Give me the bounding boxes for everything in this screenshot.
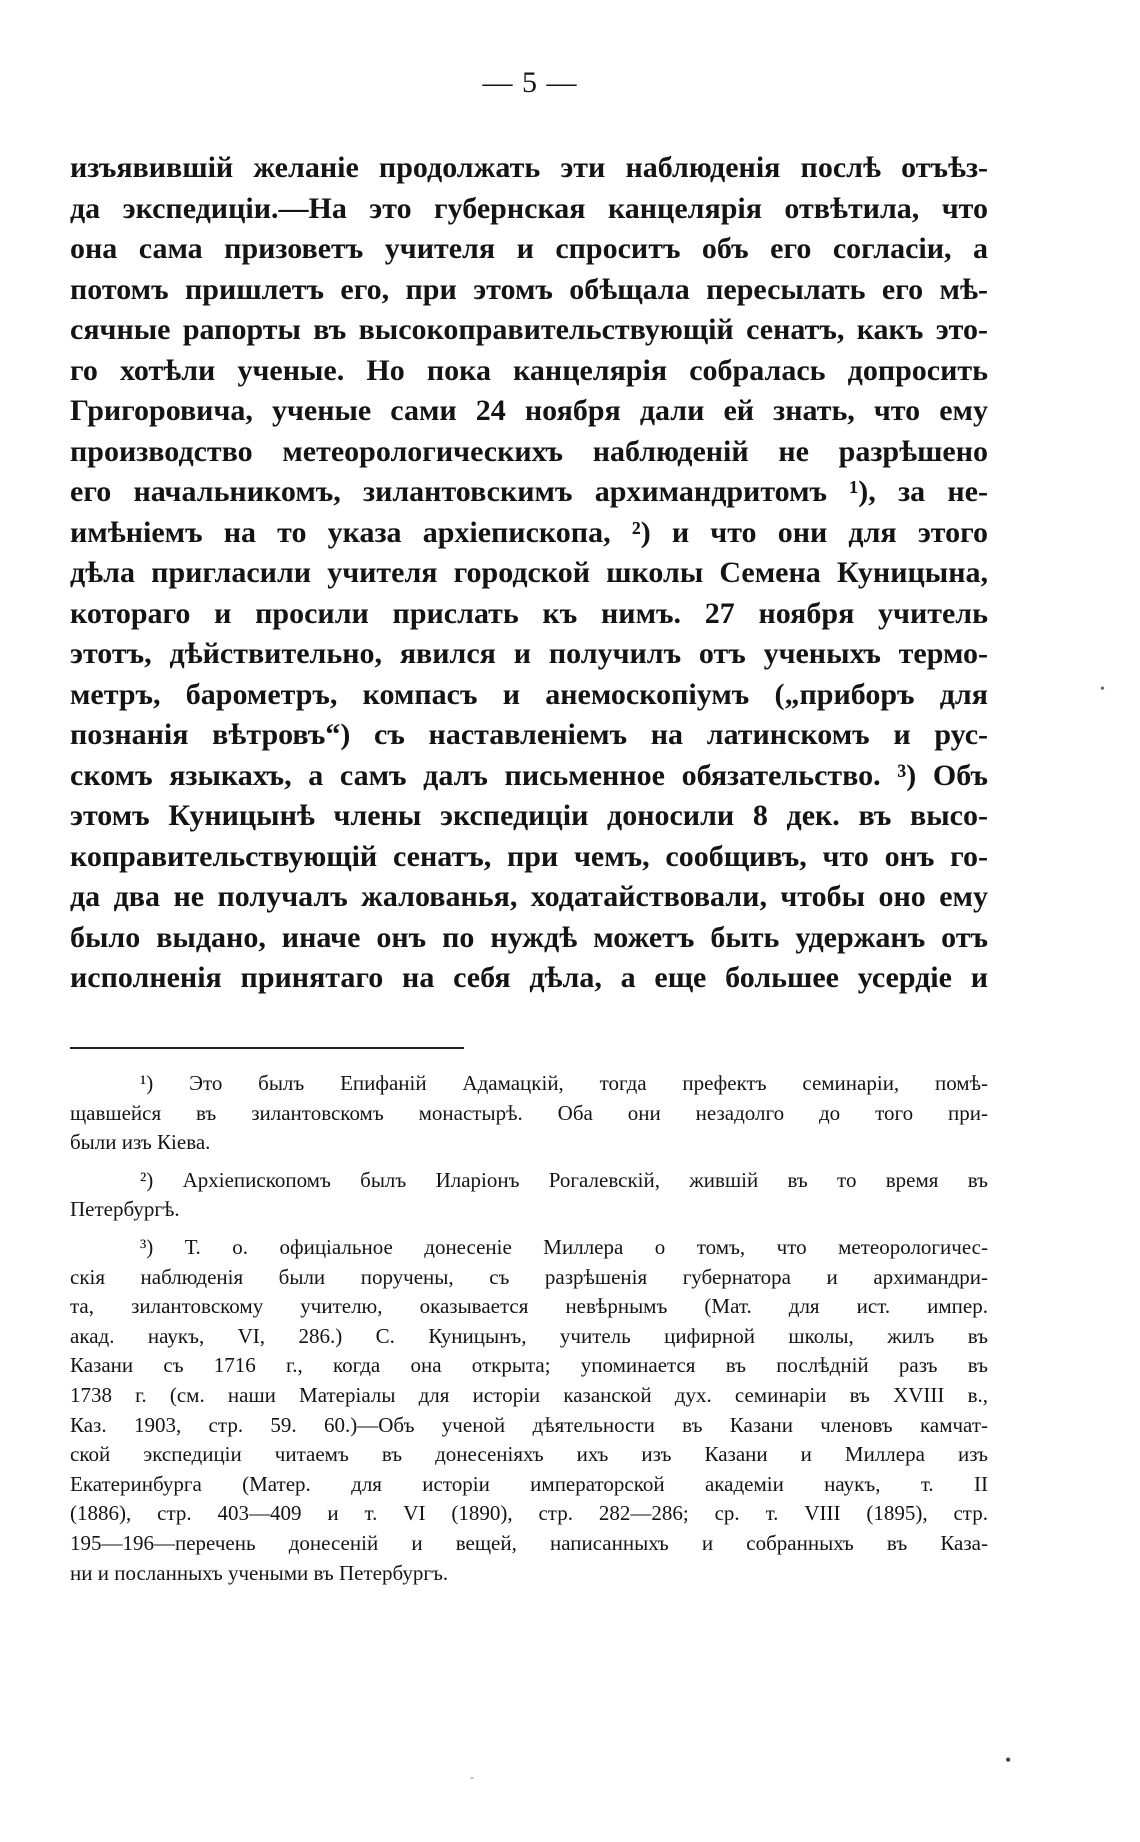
scan-speck: - xyxy=(470,1770,474,1784)
text-line: имѣніемъ на то указа архіепископа, ²) и что они для этого xyxy=(70,515,988,549)
scan-speck: • xyxy=(1100,682,1105,697)
footnote-2 xyxy=(70,1166,988,1225)
text-line: она сама призоветъ учителя и спроситъ объ его согласіи, а xyxy=(70,232,988,265)
footnote-separator xyxy=(70,1047,464,1049)
footnote-line: (1886), стр. 403—409 и т. VI (1890), стр. 282—286; ср. т. VIII (1895), стр. xyxy=(70,1501,988,1526)
text-line: сячные рапорты въ высокоправительствующій сенатъ, какъ это- xyxy=(70,313,988,346)
footnote-line: ²) Архіепископомъ былъ Иларіонъ Рогалевскій, жившій въ то время въ xyxy=(140,1167,988,1192)
footnote-line: Казани съ 1716 г., когда она открыта; упоминается въ послѣдній разъ въ xyxy=(70,1353,988,1378)
footnote-line: ¹) Это былъ Епифаній Адамацкій, тогда префектъ семинаріи, помѣ- xyxy=(140,1071,988,1095)
footnote-line: щавшейся въ зилантовскомъ монастырѣ. Оба они незадолго до того при- xyxy=(70,1100,988,1125)
text-line: да экспедиціи.—На это губернская канцелярія отвѣтила, что xyxy=(70,191,988,225)
footnote-3 xyxy=(70,1233,988,1588)
footnote-line: были изъ Кіева. xyxy=(70,1130,211,1155)
main-text xyxy=(70,148,988,999)
footnote-line: 1738 г. (см. наши Матеріалы для исторіи казанской дух. семинаріи въ XVIII в., xyxy=(70,1382,988,1407)
footnote-line: 195—196—перечень донесеній и вещей, написанныхъ и собранныхъ въ Каза- xyxy=(70,1530,988,1555)
text-line: метръ, барометръ, компасъ и анемоскопіумъ („приборъ для xyxy=(70,677,988,711)
text-line: Григоровича, ученые сами 24 ноября дали ей знать, что ему xyxy=(70,394,988,427)
text-line: дѣла пригласили учителя городской школы Семена Куницына, xyxy=(70,556,988,589)
footnote-line: скія наблюденія были поручены, съ разрѣшенія губернатора и архимандри- xyxy=(70,1264,988,1289)
text-line: было выдано, иначе онъ по нуждѣ можетъ быть удержанъ отъ xyxy=(70,920,988,954)
footnote-line: Екатеринбурга (Матер. для исторіи императорской академіи наукъ, т. II xyxy=(70,1471,988,1496)
footnote-line: Петербургѣ. xyxy=(70,1197,180,1222)
text-line: производство метеорологическихъ наблюденій не разрѣшено xyxy=(70,434,988,468)
text-line: исполненія принятаго на себя дѣла, а еще большее усердіе и xyxy=(70,961,988,994)
text-line: скомъ языкахъ, а самъ далъ письменное обязательство. ³) Объ xyxy=(70,758,988,792)
text-line: его начальникомъ, зилантовскимъ архимандритомъ ¹), за не- xyxy=(70,475,988,508)
text-line: этомъ Куницынѣ члены экспедиціи доносили 8 дек. въ высо- xyxy=(70,799,988,832)
scan-speck: • xyxy=(1005,1750,1012,1770)
text-line: да два не получалъ жалованья, ходатайствовали, чтобы оно ему xyxy=(70,880,988,913)
text-line: коправительствующій сенатъ, при чемъ, сообщивъ, что онъ го- xyxy=(70,839,988,873)
text-line: изъявившій желаніе продолжать эти наблюденія послѣ отъѣз- xyxy=(70,151,988,184)
footnote-line: ской экспедиціи читаемъ въ донесеніяхъ ихъ изъ Казани и Миллера изъ xyxy=(70,1442,988,1467)
text-line: го хотѣли ученые. Но пока канцелярія собралась допросить xyxy=(70,353,988,387)
footnote-line: та, зилантовскому учителю, оказывается невѣрнымъ (Мат. для ист. импер. xyxy=(70,1294,988,1319)
text-line: этотъ, дѣйствительно, явился и получилъ отъ ученыхъ термо- xyxy=(70,637,988,670)
footnote-1 xyxy=(70,1069,988,1158)
text-line: познанія вѣтровъ“) съ наставленіемъ на латинскомъ и рус- xyxy=(70,718,988,751)
footnote-line: ни и посланныхъ учеными въ Петербургъ. xyxy=(70,1560,449,1585)
page-number: — 5 — xyxy=(482,66,578,99)
footnote-line: ³) Т. о. офиціальное донесеніе Миллера о томъ, что метеорологичес- xyxy=(140,1234,988,1259)
footnotes xyxy=(70,1069,988,1588)
footnote-line: акад. наукъ, VI, 286.) С. Куницынъ, учитель цифирной школы, жилъ въ xyxy=(70,1323,988,1348)
footnote-line: Каз. 1903, стр. 59. 60.)—Объ ученой дѣятельности въ Казани членовъ камчат- xyxy=(70,1412,988,1437)
text-line: потомъ пришлетъ его, при этомъ обѣщала пересылать его мѣ- xyxy=(70,272,988,306)
text-line: котораго и просили прислать къ нимъ. 27 ноября учитель xyxy=(70,596,988,630)
